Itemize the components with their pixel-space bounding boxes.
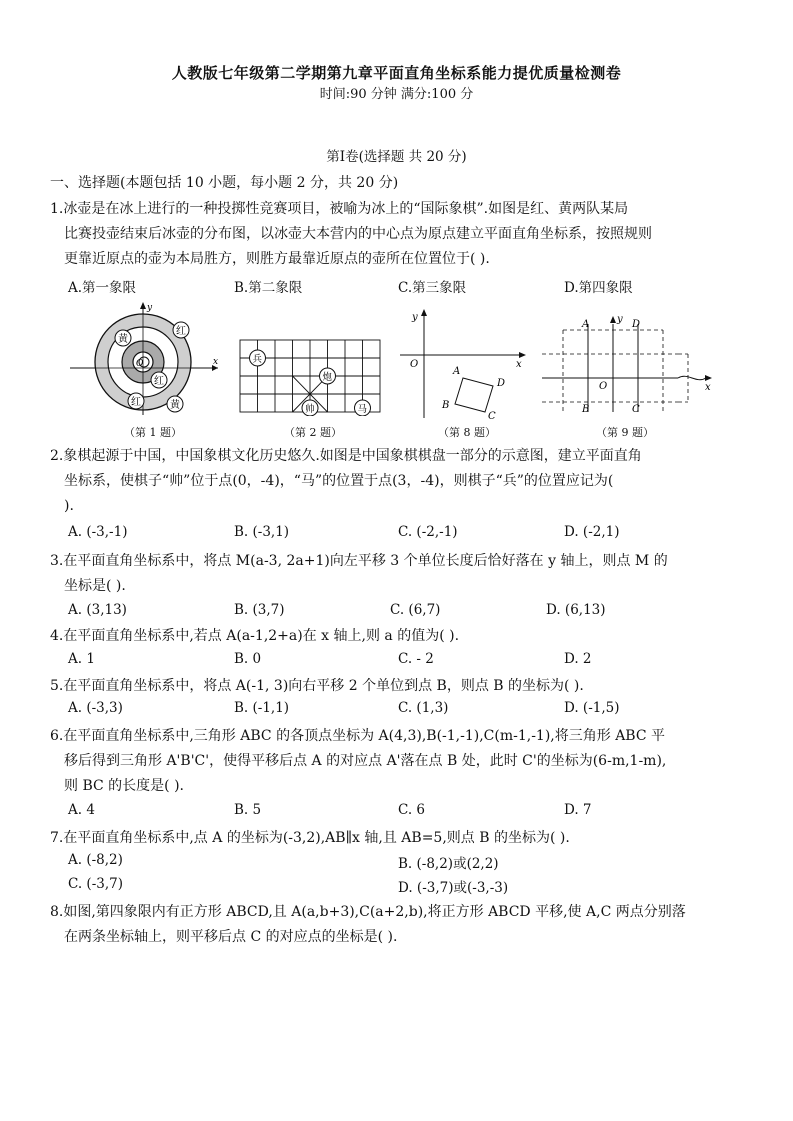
piece-label: 炮	[322, 372, 333, 383]
question-1	[50, 197, 755, 272]
stone-label: 红	[154, 376, 164, 387]
option-d[interactable]: D. (-2,1)	[564, 524, 620, 540]
section-heading: 一、选择题(本题包括 10 小题，每小题 2 分，共 20 分)	[50, 175, 399, 191]
option-d[interactable]: D. (-1,5)	[564, 700, 620, 716]
question-line: 7.在平面直角坐标系中,点 A 的坐标为(-3,2),AB∥x 轴,且 AB=5,则点 B 的坐标为( ).	[50, 830, 570, 846]
question-line: 2.象棋起源于中国，中国象棋文化历史悠久.如图是中国象棋棋盘一部分的示意图，建立平面直角	[50, 448, 642, 464]
question-line: 更靠近原点的壶为本局胜方，则胜方最靠近原点的壶所在位置位于( ).	[64, 251, 490, 267]
stone-label: 红	[131, 397, 141, 408]
part-heading: 第Ⅰ卷(选择题 共 20 分)	[326, 149, 467, 165]
figure-9-grid-diagram	[538, 312, 716, 420]
stone-label: 黄	[170, 400, 180, 411]
option-d[interactable]: D. 7	[564, 802, 592, 818]
option-c[interactable]: C.第三象限	[398, 280, 467, 296]
vertex-label: B	[442, 400, 450, 411]
option-a[interactable]: A. (3,13)	[68, 602, 127, 618]
option-b[interactable]: B. 5	[234, 802, 262, 818]
y-axis-label: y	[412, 312, 418, 323]
option-a[interactable]: A. (-8,2)	[68, 852, 123, 868]
question-line: 8.如图,第四象限内有正方形 ABCD,且 A(a,b+3),C(a+2,b),将正方形 ABCD 平移,使 A,C 两点分别落	[50, 904, 686, 920]
figure-9-caption: （第 9 题）	[596, 426, 654, 439]
question-line: 在两条坐标轴上，则平移后点 C 的对应点的坐标是( ).	[64, 929, 398, 945]
question-line: 比赛投壶结束后冰壶的分布图，以冰壶大本营内的中心点为原点建立平面直角坐标系，按照规则	[64, 226, 652, 242]
question-line: 坐标系，使棋子“帅”位于点(0，-4)，“马”的位置于点(3，-4)，则棋子“兵”的位置应记为(	[64, 473, 614, 489]
point-label: D	[632, 319, 641, 330]
question-2	[50, 444, 755, 519]
option-a[interactable]: A. (-3,3)	[68, 700, 123, 716]
point-label: C	[632, 404, 640, 415]
origin-label: O	[136, 359, 144, 369]
figure-2-chessboard-diagram	[236, 336, 386, 416]
figure-1-caption: （第 1 题）	[124, 426, 182, 439]
question-6	[50, 724, 755, 799]
option-b[interactable]: B. 0	[234, 651, 262, 667]
option-c[interactable]: C. (-2,-1)	[398, 524, 458, 540]
option-c[interactable]: C. (1,3)	[398, 700, 449, 716]
option-c[interactable]: C. 6	[398, 802, 426, 818]
question-5	[50, 674, 755, 699]
option-c[interactable]: C. (6,7)	[390, 602, 441, 618]
option-d[interactable]: D. 2	[564, 651, 592, 667]
option-c[interactable]: C. - 2	[398, 651, 434, 667]
question-3	[50, 549, 755, 599]
option-a[interactable]: A. (-3,-1)	[68, 524, 128, 540]
vertex-label: A	[453, 366, 461, 377]
option-a[interactable]: A. 4	[68, 802, 95, 818]
piece-label: 兵	[252, 354, 263, 365]
figure-2-caption: （第 2 题）	[284, 426, 342, 439]
option-b[interactable]: B. (-8,2)或(2,2)	[398, 856, 499, 872]
origin-label: O	[599, 381, 608, 392]
exam-time-score: 时间:90 分钟 满分:100 分	[319, 87, 474, 102]
x-axis-label: x	[213, 357, 219, 367]
question-line: 5.在平面直角坐标系中，将点 A(-1, 3)向右平移 2 个单位到点 B，则点 B 的坐标为( ).	[50, 678, 584, 694]
x-axis-label: x	[516, 359, 522, 370]
question-line: 3.在平面直角坐标系中，将点 M(a-3, 2a+1)向左平移 3 个单位长度后恰好落在 y 轴上，则点 M 的	[50, 553, 668, 569]
option-a[interactable]: A. 1	[68, 651, 95, 667]
piece-label: 马	[357, 404, 368, 415]
y-axis-label: y	[617, 314, 623, 325]
x-axis-label: x	[705, 382, 711, 393]
question-line: 4.在平面直角坐标系中,若点 A(a-1,2+a)在 x 轴上,则 a 的值为( ).	[50, 628, 460, 644]
question-line: 6.在平面直角坐标系中,三角形 ABC 的各顶点坐标为 A(4,3),B(-1,-1),C(m-1,-1),将三角形 ABC 平	[50, 728, 666, 744]
question-4	[50, 624, 755, 649]
y-axis-label: y	[147, 303, 153, 313]
figure-1-curling-diagram	[68, 300, 228, 418]
option-b[interactable]: B. (-3,1)	[234, 524, 290, 540]
piece-label: 帅	[305, 404, 315, 415]
stone-label: 黄	[118, 334, 128, 345]
option-b[interactable]: B. (3,7)	[234, 602, 285, 618]
question-8	[50, 900, 755, 950]
origin-label: O	[410, 359, 419, 370]
question-line: 1.冰壶是在冰上进行的一种投掷性竞赛项目，被喻为冰上的“国际象棋”.如图是红、黄两队某局	[50, 201, 629, 217]
vertex-label: D	[497, 378, 506, 389]
question-line: 坐标是( ).	[64, 578, 126, 594]
question-line: ).	[64, 498, 74, 514]
option-d[interactable]: D. (-3,7)或(-3,-3)	[398, 880, 509, 896]
point-label: B	[582, 404, 590, 415]
figure-8-square-diagram	[396, 306, 528, 420]
option-d[interactable]: D.第四象限	[564, 280, 633, 296]
option-c[interactable]: C. (-3,7)	[68, 876, 123, 892]
figure-8-caption: （第 8 题）	[438, 426, 496, 439]
question-line: 移后得到三角形 A'B'C'，使得平移后点 A 的对应点 A'落在点 B 处，此时 C'的坐标为(6-m,1-m),	[64, 753, 667, 769]
question-7	[50, 826, 755, 851]
option-d[interactable]: D. (6,13)	[546, 602, 606, 618]
question-line: 则 BC 的长度是( ).	[64, 778, 184, 794]
vertex-label: C	[488, 411, 496, 420]
option-a[interactable]: A.第一象限	[68, 280, 137, 296]
page-title: 人教版七年级第二学期第九章平面直角坐标系能力提优质量检测卷	[171, 64, 622, 82]
stone-label: 红	[176, 326, 186, 337]
option-b[interactable]: B.第二象限	[234, 280, 303, 296]
point-label: A	[582, 319, 590, 330]
option-b[interactable]: B. (-1,1)	[234, 700, 290, 716]
